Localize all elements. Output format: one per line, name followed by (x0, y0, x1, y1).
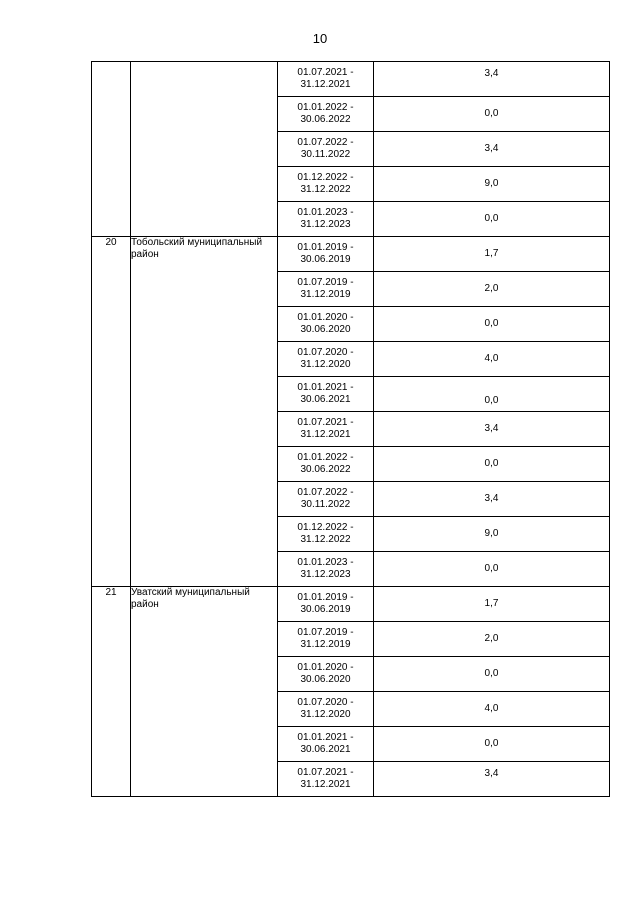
row-number-cell (92, 62, 131, 237)
period-start: 01.12.2022 - (297, 172, 354, 183)
value-cell: 2,0 (374, 272, 610, 307)
period-end: 30.11.2022 (300, 499, 351, 510)
value-cell: 0,0 (374, 657, 610, 692)
period-cell (278, 97, 374, 132)
period-end: 30.11.2022 (300, 149, 351, 160)
value-cell: 2,0 (374, 622, 610, 657)
period-start: 01.07.2022 - (297, 137, 354, 148)
period-end: 30.06.2019 (300, 604, 351, 615)
period-start: 01.01.2021 - (297, 382, 354, 393)
value-cell: 3,4 (374, 62, 610, 97)
rates-table (91, 61, 610, 797)
period-cell (278, 342, 374, 377)
period-cell (278, 237, 374, 272)
period-end: 31.12.2021 (300, 429, 351, 440)
period-end: 30.06.2020 (300, 674, 351, 685)
period-end: 31.12.2019 (300, 639, 351, 650)
period-cell (278, 727, 374, 762)
period-cell (278, 167, 374, 202)
period-start: 01.07.2021 - (297, 767, 354, 778)
value-cell: 3,4 (374, 412, 610, 447)
period-start: 01.01.2023 - (297, 557, 354, 568)
period-start: 01.01.2020 - (297, 312, 354, 323)
value-cell: 0,0 (374, 97, 610, 132)
value-cell: 9,0 (374, 517, 610, 552)
period-cell (278, 62, 374, 97)
value-cell: 3,4 (374, 762, 610, 797)
period-cell (278, 692, 374, 727)
district-name-cell (131, 62, 278, 237)
period-start: 01.12.2022 - (297, 522, 354, 533)
period-end: 31.12.2022 (300, 534, 351, 545)
period-start: 01.07.2020 - (297, 697, 354, 708)
period-end: 31.12.2020 (300, 709, 351, 720)
period-start: 01.07.2019 - (297, 277, 354, 288)
value-cell: 1,7 (374, 237, 610, 272)
period-cell (278, 552, 374, 587)
period-start: 01.07.2022 - (297, 487, 354, 498)
period-start: 01.07.2020 - (297, 347, 354, 358)
value-cell: 0,0 (374, 377, 610, 412)
period-cell (278, 447, 374, 482)
value-cell: 1,7 (374, 587, 610, 622)
period-start: 01.01.2022 - (297, 452, 354, 463)
value-cell: 0,0 (374, 552, 610, 587)
district-name-cell: Уватский муниципальный район (131, 587, 278, 797)
row-number-cell: 20 (92, 237, 131, 587)
period-cell (278, 622, 374, 657)
value-cell: 9,0 (374, 167, 610, 202)
period-end: 30.06.2022 (300, 464, 351, 475)
period-end: 30.06.2021 (300, 744, 351, 755)
table-row (92, 237, 610, 272)
period-start: 01.07.2021 - (297, 67, 354, 78)
period-end: 31.12.2019 (300, 289, 351, 300)
table-row (92, 587, 610, 622)
period-start: 01.07.2021 - (297, 417, 354, 428)
period-cell (278, 272, 374, 307)
period-end: 30.06.2022 (300, 114, 351, 125)
period-end: 31.12.2022 (300, 184, 351, 195)
period-cell (278, 202, 374, 237)
period-cell (278, 132, 374, 167)
period-start: 01.01.2019 - (297, 242, 354, 253)
period-cell (278, 762, 374, 797)
value-cell: 3,4 (374, 482, 610, 517)
period-end: 31.12.2020 (300, 359, 351, 370)
period-end: 31.12.2023 (300, 219, 351, 230)
period-cell (278, 307, 374, 342)
period-cell (278, 587, 374, 622)
period-cell (278, 377, 374, 412)
value-cell: 4,0 (374, 692, 610, 727)
value-cell: 0,0 (374, 447, 610, 482)
district-name-cell: Тобольский муниципальный район (131, 237, 278, 587)
period-start: 01.01.2019 - (297, 592, 354, 603)
rates-table-body (92, 62, 610, 797)
period-cell (278, 482, 374, 517)
page-number: 10 (312, 31, 328, 46)
period-cell (278, 517, 374, 552)
period-start: 01.01.2021 - (297, 732, 354, 743)
period-end: 30.06.2021 (300, 394, 351, 405)
period-end: 31.12.2021 (300, 79, 351, 90)
period-start: 01.01.2020 - (297, 662, 354, 673)
value-cell: 3,4 (374, 132, 610, 167)
value-cell: 0,0 (374, 202, 610, 237)
period-end: 30.06.2019 (300, 254, 351, 265)
period-cell (278, 412, 374, 447)
value-cell: 0,0 (374, 307, 610, 342)
period-start: 01.01.2022 - (297, 102, 354, 113)
period-start: 01.01.2023 - (297, 207, 354, 218)
value-cell: 0,0 (374, 727, 610, 762)
period-cell (278, 657, 374, 692)
period-end: 31.12.2021 (300, 779, 351, 790)
table-row (92, 62, 610, 97)
row-number-cell: 21 (92, 587, 131, 797)
period-end: 31.12.2023 (300, 569, 351, 580)
period-end: 30.06.2020 (300, 324, 351, 335)
value-cell: 4,0 (374, 342, 610, 377)
period-start: 01.07.2019 - (297, 627, 354, 638)
